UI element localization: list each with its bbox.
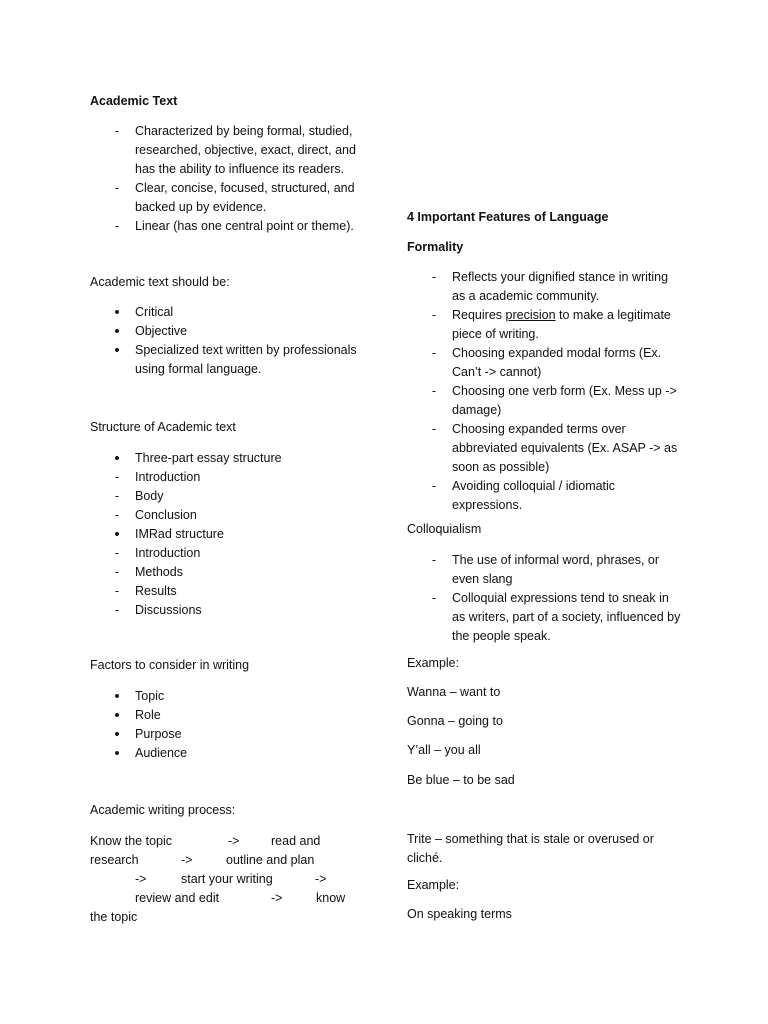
list-item: - Colloquial expressions tend to sneak in as writers, part of a society, influenced by the people speak. (407, 589, 681, 646)
list-item: - Discussions (90, 601, 362, 620)
example-item: Be blue – to be sad (407, 773, 515, 787)
list-item: - Choosing expanded terms over abbreviated equivalents (Ex. ASAP -> as soon as possible) (407, 420, 681, 477)
list-item: • IMRad structure (90, 525, 362, 544)
list-item: - Linear (has one central point or theme). (90, 217, 362, 236)
colloquialism-list (407, 551, 681, 646)
list-item: - Introduction (90, 544, 362, 563)
list-item: - The use of informal word, phrases, or even slang (407, 551, 681, 589)
list-item: - Clear, concise, focused, structured, and backed up by evidence. (90, 179, 362, 217)
process-step: research (90, 853, 139, 867)
list-item (407, 306, 681, 344)
process-step: start your writing (181, 872, 273, 886)
list-item: • Topic (90, 687, 362, 706)
arrow: -> (135, 872, 147, 886)
text-run: to make a legitimate piece of writing. (452, 308, 671, 341)
list-item: - Conclusion (90, 506, 362, 525)
process-step: Know the topic (90, 834, 172, 848)
list-item: - Introduction (90, 468, 362, 487)
example-label: Example: (407, 878, 460, 892)
formality-heading: Formality (407, 240, 464, 254)
writing-process-flow (90, 832, 362, 927)
list-item: - Body (90, 487, 362, 506)
list-item: • Critical (90, 303, 362, 322)
list-item: • Audience (90, 744, 362, 763)
academic-text-list (90, 122, 362, 236)
list-item: - Avoiding colloquial / idiomatic expressions. (407, 477, 681, 515)
structure-list (90, 449, 362, 620)
process-step: know (316, 891, 346, 905)
colloquialism-heading: Colloquialism (407, 522, 482, 536)
process-heading: Academic writing process: (90, 803, 236, 817)
process-step: the topic (90, 910, 138, 924)
list-item: - Reflects your dignified stance in writing as a academic community. (407, 268, 681, 306)
arrow: -> (271, 891, 283, 905)
arrow: -> (181, 853, 193, 867)
example-item: On speaking terms (407, 907, 512, 921)
underlined-term: precision (505, 308, 556, 322)
list-item: • Three-part essay structure (90, 449, 362, 468)
example-item: Gonna – going to (407, 714, 503, 728)
list-item: - Methods (90, 563, 362, 582)
academic-text-heading: Academic Text (90, 94, 178, 108)
example-item: Y’all – you all (407, 743, 481, 757)
factors-list (90, 687, 362, 763)
list-item: - Choosing one verb form (Ex. Mess up -> damage) (407, 382, 681, 420)
process-step: outline and plan (226, 853, 315, 867)
list-item: • Specialized text written by professionals using formal language. (90, 341, 362, 379)
arrow: -> (228, 834, 240, 848)
list-item: - Results (90, 582, 362, 601)
features-heading: 4 Important Features of Language (407, 210, 609, 224)
structure-heading: Structure of Academic text (90, 420, 236, 434)
example-item: Wanna – want to (407, 685, 501, 699)
list-item: - Characterized by being formal, studied, researched, objective, exact, direct, and has the ability to influence its readers. (90, 122, 362, 179)
formality-list (407, 268, 681, 515)
list-item: • Purpose (90, 725, 362, 744)
should-be-heading: Academic text should be: (90, 275, 230, 289)
example-label: Example: (407, 656, 460, 670)
list-item: • Objective (90, 322, 362, 341)
list-item: - Choosing expanded modal forms (Ex. Can’t -> cannot) (407, 344, 681, 382)
text-run: Requires (452, 308, 506, 322)
factors-heading: Factors to consider in writing (90, 658, 250, 672)
arrow: -> (315, 872, 327, 886)
process-step: review and edit (135, 891, 220, 905)
list-item: • Role (90, 706, 362, 725)
should-be-list (90, 303, 362, 379)
trite-definition: Trite – something that is stale or overused or cliché. (407, 832, 654, 865)
process-step: read and (271, 834, 321, 848)
